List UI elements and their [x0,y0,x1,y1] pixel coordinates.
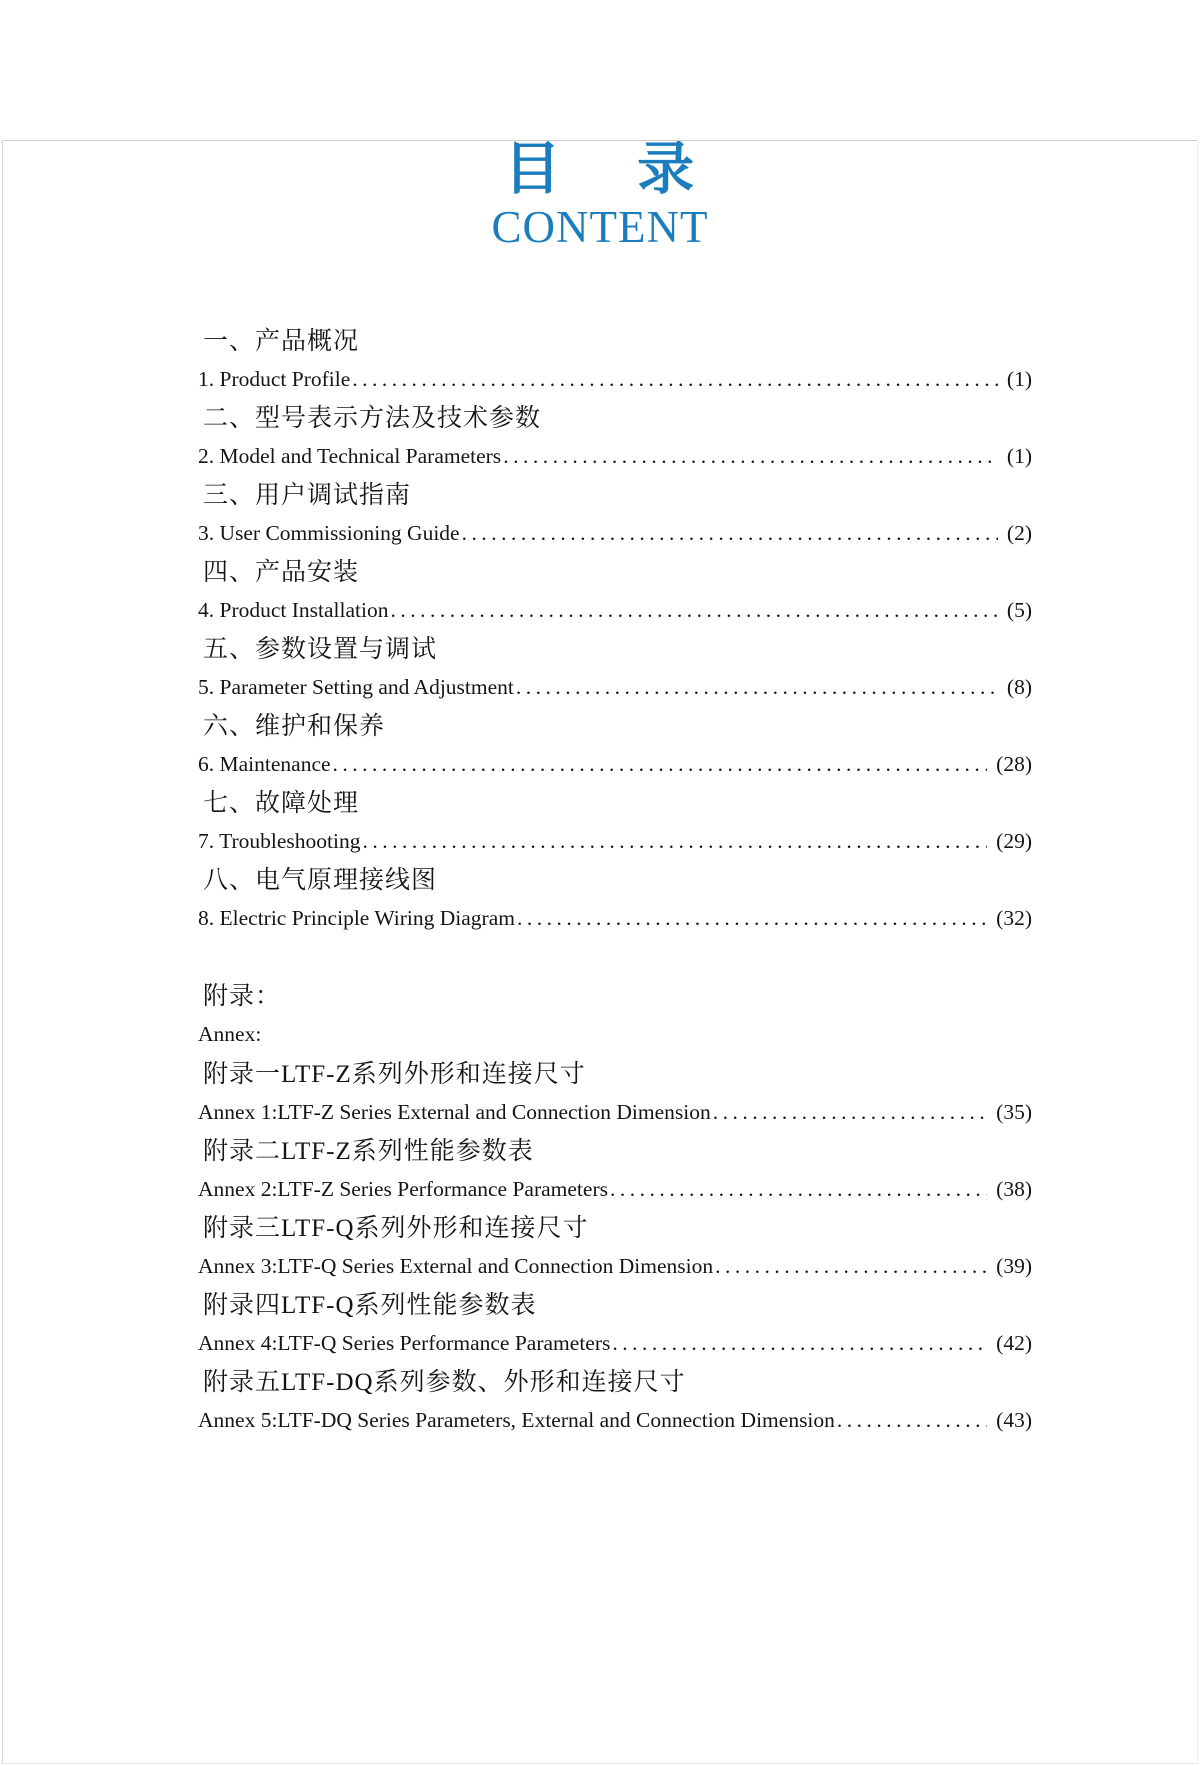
annex-entry-line [198,1324,1032,1362]
page-number: (28) [996,752,1032,776]
annex-entry-line [198,1401,1032,1439]
dot-leader [711,1093,987,1131]
page-number: (35) [996,1100,1032,1124]
annex-entry-title-zh: 附录二LTF-Z系列性能参数表 [203,1138,534,1165]
dot-leader [515,899,987,937]
toc-entry [198,478,1032,552]
toc-entry [198,632,1032,706]
page-title-english: CONTENT [491,202,709,252]
table-of-contents [0,324,1032,1439]
annex-entry [198,1288,1032,1362]
dot-leader [460,514,998,552]
toc-entry-line [198,360,1032,398]
page-number: (8) [1006,675,1032,699]
annex-entry-title-zh: 附录三LTF-Q系列外形和连接尺寸 [203,1215,589,1242]
annex-entry-line [198,1093,1032,1131]
toc-entry-line [198,899,1032,937]
annex-label-zh: 附录： [203,983,282,1010]
toc-entry-title-en: 8. Electric Principle Wiring Diagram [198,906,515,930]
toc-entry-title-zh: 六、维护和保养 [203,713,386,740]
annex-entry-title-en: Annex 4:LTF-Q Series Performance Parameters [198,1331,611,1355]
toc-entry [198,863,1032,937]
toc-entry [198,555,1032,629]
dot-leader [610,1324,987,1362]
page-number: (32) [996,906,1032,930]
dot-leader [713,1247,987,1285]
page-number: (5) [1006,598,1032,622]
toc-entry [198,401,1032,475]
toc-entry [198,709,1032,783]
dot-leader [514,668,998,706]
toc-entry-line [198,514,1032,552]
toc-entry-line [198,437,1032,475]
annex-entry-title-en: Annex 5:LTF-DQ Series Parameters, External and Connection Dimension [198,1408,835,1432]
page-number: (1) [1006,367,1032,391]
toc-entry-line [198,591,1032,629]
toc-entry-title-zh: 八、电气原理接线图 [203,867,438,894]
toc-entry-title-en: 4. Product Installation [198,598,389,622]
dot-leader [331,745,988,783]
toc-entry-title-en: 2. Model and Technical Parameters [198,444,502,468]
annex-entry [198,1134,1032,1208]
toc-entry-title-zh: 四、产品安装 [203,559,360,586]
page-number: (39) [996,1254,1032,1278]
toc-entry-title-zh: 三、用户调试指南 [203,482,412,509]
toc-entry-title-zh: 五、参数设置与调试 [203,636,438,663]
annex-entry [198,1057,1032,1131]
toc-entry-line [198,745,1032,783]
page-number: (1) [1006,444,1032,468]
annex-entry [198,1365,1032,1439]
page-number: (42) [996,1331,1032,1355]
toc-entry-title-en: 6. Maintenance [198,752,331,776]
annex-entry-title-en: Annex 2:LTF-Z Series Performance Parameters [198,1177,608,1201]
toc-entry-title-zh: 一、产品概况 [203,328,360,355]
annex-header [198,979,1032,1053]
dot-leader [350,360,998,398]
annex-entry [198,1211,1032,1285]
toc-entry-title-en: 1. Product Profile [198,367,351,391]
annex-entry-title-en: Annex 1:LTF-Z Series External and Connection Dimension [198,1100,711,1124]
page-title-chinese: 目 录 [503,138,697,201]
page-number: (29) [996,829,1032,853]
toc-entry [198,324,1032,398]
dot-leader [608,1170,987,1208]
toc-entry-title-en: 3. User Commissioning Guide [198,521,460,545]
annex-entry-title-zh: 附录四LTF-Q系列性能参数表 [203,1292,537,1319]
annex-entry-title-zh: 附录五LTF-DQ系列参数、外形和连接尺寸 [203,1369,686,1396]
document-header [0,138,1200,252]
page-number: (43) [996,1408,1032,1432]
annex-entry-line [198,1170,1032,1208]
dot-leader [501,437,998,475]
toc-entry [198,786,1032,860]
toc-entry-line [198,822,1032,860]
page-number: (38) [996,1177,1032,1201]
dot-leader [360,822,987,860]
toc-entry-title-en: 5. Parameter Setting and Adjustment [198,675,514,699]
annex-entry-title-en: Annex 3:LTF-Q Series External and Connection Dimension [198,1254,714,1278]
toc-entry-line [198,668,1032,706]
annex-entry-line [198,1247,1032,1285]
annex-entry-title-zh: 附录一LTF-Z系列外形和连接尺寸 [203,1061,586,1088]
dot-leader [389,591,998,629]
dot-leader [835,1401,987,1439]
page-number: (2) [1006,521,1032,545]
annex-label-en: Annex: [198,1022,262,1046]
toc-entry-title-zh: 二、型号表示方法及技术参数 [203,405,542,432]
toc-entry-title-en: 7. Troubleshooting [198,829,361,853]
toc-entry-title-zh: 七、故障处理 [203,790,360,817]
